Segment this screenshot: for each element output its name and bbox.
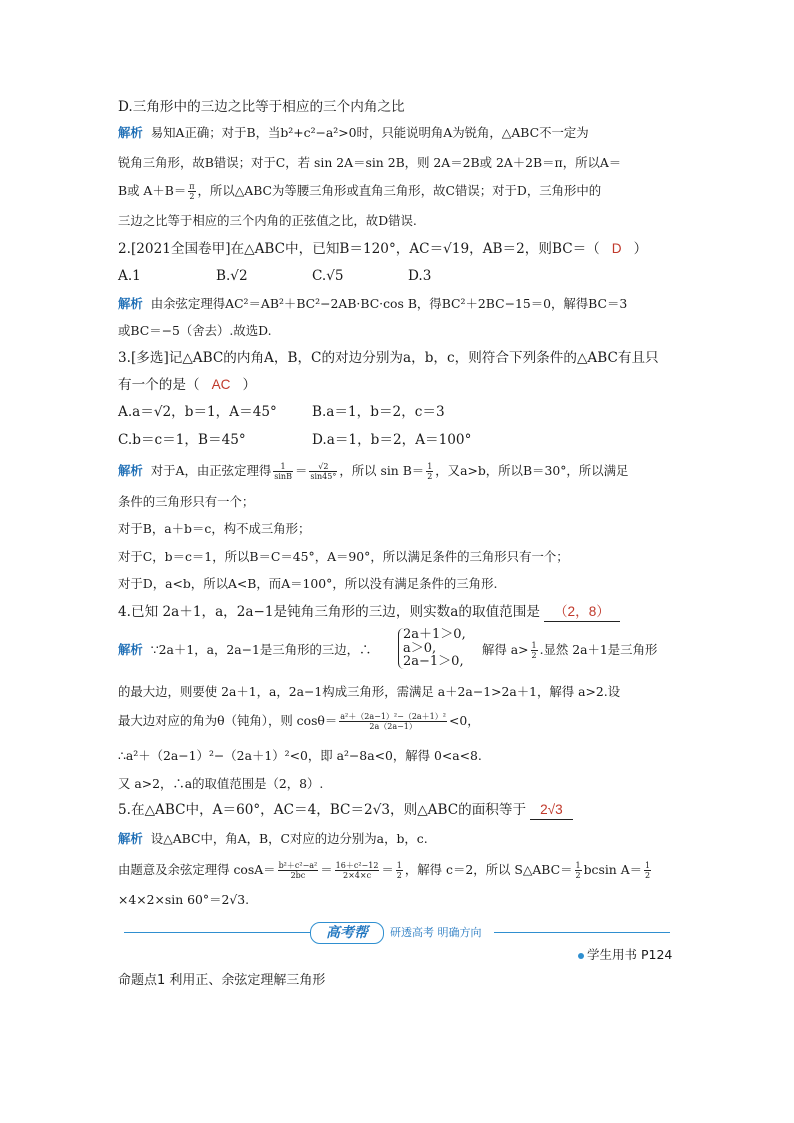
question-3-cont	[118, 376, 256, 394]
analysis-line: 又 a>2，∴a的取值范围是（2，8）.	[118, 776, 324, 791]
analysis-line: 对于D，a<b，所以A<B，而A＝100°，所以没有满足条件的三角形.	[118, 576, 498, 591]
analysis-label: 解析	[118, 831, 143, 846]
banner-title: 高考帮	[310, 922, 384, 944]
banner-rule	[494, 932, 670, 933]
analysis-line: ×4×2×sin 60°＝2√3.	[118, 892, 250, 907]
analysis-text: B或 A＋B＝	[118, 183, 187, 198]
analysis-line: ∴a²＋（2a−1）²−（2a＋1）²<0，即 a²−8a<0，解得 0<a<8.	[118, 748, 482, 763]
analysis-line: 对于C，b＝c＝1，所以B＝C＝45°，A＝90°，所以满足条件的三角形只有一个；	[118, 549, 569, 564]
question-3: 3.[多选]记△ABC的内角A，B，C的对边分别为a，b，c，则符合下列条件的△ABC有且只	[118, 350, 659, 366]
option-d: D.a＝1，b＝2，A＝100°	[312, 432, 472, 448]
fraction: $\frac{1}{2}$	[575, 861, 581, 880]
option-b: B.a＝1，b＝2，c＝3	[312, 404, 445, 420]
fraction: $\frac{1}{2}$	[396, 861, 402, 880]
analysis-label: 解析	[118, 642, 143, 657]
inequality-system	[398, 628, 466, 669]
analysis-line	[118, 124, 589, 142]
fraction: $\frac{\text{a²＋（2a−1）²−（2a＋1）²}}{2a(2a-1)}$	[340, 712, 446, 731]
section-banner	[118, 920, 676, 946]
analysis-line: 由题意及余弦定理得 cosA＝ $\frac{\text{b²＋c²−a²}}{2bc}$ ＝ $\frac{\text{16＋c²−12}}{2\times 4\times c}$ ＝ $\frac{1}{2}$ ，解得 c＝2，所以 S△ABC＝ $\frac{1}{2}$ bcsin A＝ $\frac{1}{2}$	[118, 861, 651, 880]
analysis-line	[118, 641, 371, 659]
answer-blank: （2，8）	[544, 603, 620, 622]
option-c: C.√5	[312, 268, 344, 284]
fraction: $\frac{1}{2}$	[427, 462, 433, 481]
fraction: $\frac{1}{\sin B}$	[274, 462, 292, 481]
analysis-label: 解析	[118, 296, 143, 311]
analysis-line: 条件的三角形只有一个；	[118, 494, 255, 509]
fraction: $\frac{\text{16＋c²−12}}{2\times 4\times c}$	[335, 861, 379, 880]
question-text: 4.已知 2a＋1，a，2a−1是钝角三角形的三边，则实数a的取值范围是	[118, 604, 540, 620]
analysis-text: 由余弦定理得AC²＝AB²＋BC²−2AB·BC·cos B，得BC²＋2BC−15＝0，解得BC＝3	[150, 296, 628, 311]
analysis-line: 解析 对于A，由正弦定理得 $\frac{1}{\sin B}$ ＝ $\frac{√2}{\sin 45^\circ}$ ，所以 sin B＝ $\frac{1}{2}$ ，又a>b，所以B＝30°，所以满足	[118, 462, 629, 481]
option-a: A.a＝√2，b＝1，A＝45°	[118, 404, 277, 420]
analysis-line: 锐角三角形，故B错误；对于C，若 sin 2A＝sin 2B，则 2A＝2B或 2A＋2B＝π，所以A＝	[118, 155, 622, 170]
banner-rule	[124, 932, 310, 933]
question-text: ）	[633, 241, 648, 257]
question-4	[118, 603, 620, 622]
analysis-line	[118, 295, 627, 313]
option-d: D.3	[408, 268, 432, 284]
fraction: $\frac{√2}{\sin 45^\circ}$	[310, 462, 337, 481]
inequality: a＞0,	[403, 640, 437, 656]
option-d-text: D.三角形中的三边之比等于相应的三个内角之比	[118, 99, 405, 115]
analysis-line	[118, 182, 601, 201]
question-text: 5.在△ABC中，A＝60°，AC＝4，BC＝2√3，则△ABC的面积等于	[118, 802, 527, 818]
analysis-text: 对于A，由正弦定理得	[150, 463, 272, 478]
question-text: ）	[242, 377, 257, 393]
question-5	[118, 801, 573, 820]
topic-heading: 命题点1 利用正、余弦定理解三角形	[118, 973, 326, 988]
banner-tagline: 研透高考 明确方向	[390, 926, 482, 939]
inequality: 2a−1＞0,	[403, 654, 464, 669]
answer-mark: AC	[211, 377, 231, 392]
analysis-label: 解析	[118, 125, 143, 140]
analysis-line: 的最大边，则要使 2a＋1，a，2a−1构成三角形，需满足 a＋2a−1>2a＋1，解得 a>2.设	[118, 684, 621, 699]
analysis-label: 解析	[118, 463, 143, 478]
fraction: $\frac{\pi}{2}$	[189, 182, 195, 201]
question-text: 2.[2021全国卷甲]在△ABC中，已知B＝120°，AC＝√19，AB＝2，则BC＝（	[118, 241, 600, 257]
fraction: $\frac{1}{2}$	[531, 641, 537, 660]
analysis-text: ∵2a＋1，a，2a−1是三角形的三边，∴	[150, 642, 372, 657]
fraction: $\frac{1}{2}$	[645, 861, 651, 880]
analysis-text: 设△ABC中，角A，B，C对应的边分别为a，b，c.	[150, 831, 428, 846]
inequality: 2a＋1＞0,	[403, 627, 466, 642]
option-b: B.√2	[216, 268, 248, 284]
analysis-line: 对于B，a＋b＝c，构不成三角形；	[118, 521, 311, 536]
option-c: C.b＝c＝1，B＝45°	[118, 432, 246, 448]
answer-blank: 2√3	[530, 801, 573, 820]
option-a: A.1	[118, 268, 141, 284]
question-2	[118, 240, 647, 258]
analysis-text: 易知A正确；对于B，当b²+c²−a²>0时，只能说明角A为锐角，△ABC不一定为	[150, 125, 589, 140]
book-reference: 学生用书 P124	[578, 945, 672, 963]
analysis-line: 或BC＝−5（舍去）.故选D.	[118, 323, 272, 338]
analysis-line: 解得 a> $\frac{1}{2}$ .显然 2a＋1是三角形	[482, 641, 658, 660]
bullet-icon	[578, 953, 584, 959]
analysis-line: 三边之比等于相应的三个内角的正弦值之比，故D错误.	[118, 213, 417, 228]
fraction: $\frac{\text{b²＋c²−a²}}{2bc}$	[278, 861, 318, 880]
analysis-line	[118, 830, 428, 848]
analysis-line: 最大边对应的角为θ（钝角），则 cosθ＝ $\frac{\text{a²＋（2a−1）²−（2a＋1）²}}{2a(2a-1)}$ <0，	[118, 712, 480, 731]
analysis-text: ，所以△ABC为等腰三角形或直角三角形，故C错误；对于D，三角形中的	[197, 183, 602, 198]
answer-mark: D	[611, 241, 622, 256]
question-text: 有一个的是（	[118, 377, 200, 393]
